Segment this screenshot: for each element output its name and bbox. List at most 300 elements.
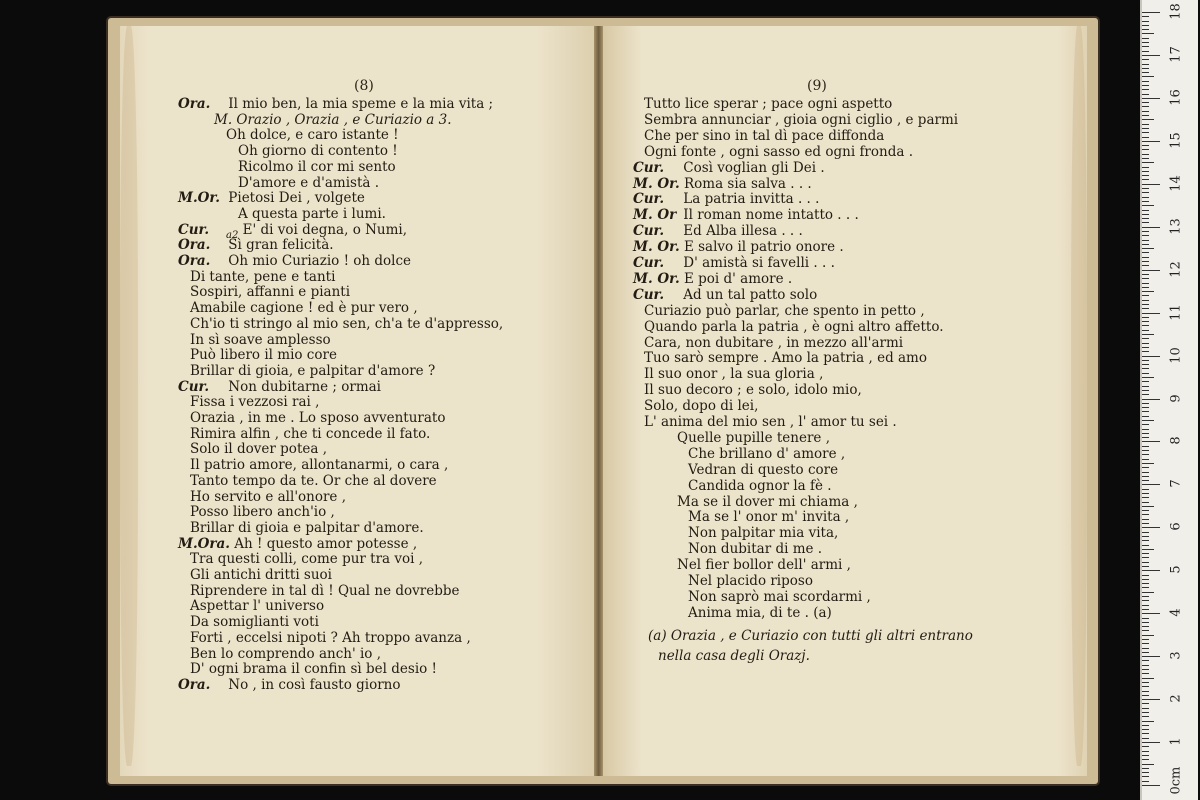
verse-text: Pietosi Dei , volgete: [224, 190, 365, 207]
ruler-tick: [1142, 738, 1149, 739]
speaker-name: Cur.: [178, 378, 210, 395]
speaker-name: M. Or.: [633, 175, 680, 192]
ruler-tick: [1142, 16, 1149, 17]
ruler-tick: [1142, 274, 1149, 275]
ruler-tick: [1142, 192, 1149, 193]
text-line: [633, 207, 859, 223]
duet-marker: a2: [226, 229, 239, 241]
text-line: [688, 589, 871, 605]
verse-text: E poi d' amore .: [679, 270, 793, 287]
verse-text: Brillar di gioia, e palpitar d'amore ?: [190, 362, 436, 379]
ruler-tick: [1142, 622, 1149, 623]
text-line: [190, 284, 350, 300]
ruler-tick: [1142, 218, 1149, 219]
ruler-tick: [1142, 660, 1149, 661]
verse-text: Ah ! questo amor potesse ,: [229, 535, 418, 552]
ruler-tick: [1142, 764, 1154, 765]
text-line: [688, 462, 838, 478]
ruler-tick: [1142, 338, 1149, 339]
ruler-tick: [1142, 12, 1160, 13]
ruler-tick: [1142, 527, 1160, 528]
ruler-number: 13: [1168, 217, 1184, 235]
speaker-name: M.Ora.: [178, 535, 230, 552]
ruler-tick: [1142, 42, 1149, 43]
ruler-number: 14: [1168, 175, 1184, 192]
ruler-tick: [1142, 759, 1149, 760]
ruler-tick: [1142, 725, 1149, 726]
verse-text: Riprendere in tal dì ! Qual ne dovrebbe: [190, 582, 460, 599]
ruler-tick: [1142, 557, 1149, 558]
ruler-tick: [1142, 562, 1149, 563]
verse-text: Ma se l' onor m' invita ,: [688, 509, 850, 526]
ruler-tick: [1142, 549, 1154, 550]
verse-text: A questa parte i lumi.: [238, 205, 386, 222]
ruler-tick: [1142, 429, 1149, 430]
text-line: [677, 430, 830, 446]
ruler-tick: [1142, 514, 1149, 515]
verse-text: Vedran di questo core: [688, 461, 839, 478]
ruler-number: 1: [1168, 737, 1184, 746]
text-line: [190, 614, 319, 630]
ruler-tick: [1142, 347, 1149, 348]
text-line: [688, 509, 849, 525]
ruler-tick: [1142, 210, 1149, 211]
verse-text: D' ogni brama il confin sì bel desio !: [190, 661, 437, 678]
verse-text: Gli antichi dritti suoi: [190, 567, 333, 583]
ruler-number: 9: [1168, 393, 1184, 403]
ruler-number: 6: [1168, 522, 1184, 531]
ruler-tick: [1142, 252, 1149, 253]
left-page: [120, 26, 595, 776]
ruler-tick: [1142, 459, 1149, 460]
ruler-tick: [1142, 686, 1149, 687]
ruler-tick: [1142, 639, 1149, 640]
ruler-tick: [1142, 433, 1149, 434]
verse-text: Ad un tal patto solo: [679, 286, 818, 303]
verse-text: Tra questi colli, come pur tra voi ,: [190, 551, 424, 568]
ruler-number: 2: [1168, 694, 1184, 703]
text-line: [190, 363, 435, 379]
ruler-tick: [1142, 51, 1149, 52]
ruler-tick: [1142, 403, 1149, 404]
ruler-tick: [1142, 583, 1149, 584]
ruler-tick: [1142, 553, 1149, 554]
ruler-tick: [1142, 540, 1149, 541]
ruler-tick: [1142, 596, 1149, 597]
verse-text: M. Orazio , Orazia , e Curiazio a 3.: [214, 111, 452, 128]
text-line: [633, 191, 819, 207]
verse-text: E' di voi degna, o Numi,: [238, 221, 408, 238]
verse-text: Amabile cagione ! ed è pur vero ,: [190, 300, 418, 317]
ruler-tick: [1142, 244, 1149, 245]
text-line: [644, 414, 897, 430]
ruler-tick: [1142, 536, 1149, 537]
ruler-tick: [1142, 55, 1160, 56]
verse-text: Oh dolce, e caro istante !: [226, 127, 399, 144]
verse-text: Ed Alba illesa . . .: [679, 223, 803, 240]
ruler-tick: [1142, 755, 1149, 756]
ruler-tick: [1142, 94, 1149, 95]
ruler-tick: [1142, 248, 1154, 249]
ruler-tick: [1142, 85, 1149, 86]
ruler-tick: [1142, 523, 1149, 524]
ruler-tick: [1142, 416, 1149, 417]
ruler-tick: [1142, 227, 1160, 228]
verse-text: Ogni fonte , ogni sasso ed ogni fronda .: [644, 143, 913, 160]
ruler-tick: [1142, 295, 1149, 296]
ruler-tick: [1142, 587, 1149, 588]
ruler-tick: [1142, 652, 1149, 653]
ruler-tick: [1142, 424, 1149, 425]
ruler-tick: [1142, 768, 1149, 769]
ruler-tick: [1142, 171, 1149, 172]
ruler-tick: [1142, 712, 1149, 713]
text-line: [190, 551, 423, 567]
ruler-tick: [1142, 308, 1149, 309]
text-line: [688, 605, 832, 621]
text-line: [190, 426, 430, 442]
book-gutter: [594, 26, 603, 776]
ruler-number: 17: [1168, 46, 1184, 63]
ruler-tick: [1142, 673, 1149, 674]
text-line: [238, 175, 379, 191]
ruler-tick: [1142, 407, 1149, 408]
text-line: [190, 332, 331, 348]
ruler-tick: [1142, 497, 1149, 498]
page-number-left: (8): [354, 78, 374, 94]
ruler-tick: [1142, 46, 1149, 47]
ruler-tick: [1142, 141, 1160, 142]
text-line: [633, 160, 825, 176]
ruler-tick: [1142, 772, 1149, 773]
verse-text: Cara, non dubitare , in mezzo all'armi: [644, 334, 904, 351]
text-line: [644, 144, 913, 160]
ruler-tick: [1142, 746, 1149, 747]
speaker-name: Cur.: [633, 159, 665, 176]
ruler-tick: [1142, 76, 1154, 77]
verse-text: Fissa i vezzosi rai ,: [190, 394, 320, 411]
text-line: [178, 237, 334, 253]
verse-text: Solo, dopo di lei,: [644, 398, 759, 415]
verse-text: Quelle pupille tenere ,: [677, 429, 831, 446]
ruler-tick: [1142, 128, 1149, 129]
ruler-number: 8: [1168, 436, 1184, 446]
ruler-tick: [1142, 351, 1149, 352]
verse-text: Nel placido riposo: [688, 573, 813, 589]
ruler-tick: [1142, 106, 1149, 107]
verse-text: Roma sia salva . . .: [679, 175, 812, 192]
speaker-name: Ora.: [178, 253, 211, 269]
verse-text: Ho servito e all'onore ,: [190, 488, 347, 505]
ruler-tick: [1142, 472, 1149, 473]
ruler-number: 11: [1168, 303, 1184, 321]
text-line: [644, 350, 927, 366]
ruler-tick: [1142, 72, 1149, 73]
ruler-tick: [1142, 635, 1154, 636]
text-line: [677, 494, 858, 510]
ruler-tick: [1142, 115, 1149, 116]
verse-text: Brillar di gioia e palpitar d'amore.: [190, 519, 424, 536]
ruler-tick: [1142, 265, 1149, 266]
ruler-tick: [1142, 343, 1149, 344]
ruler-number: 10: [1168, 346, 1184, 364]
ruler-tick: [1142, 377, 1154, 378]
ruler-tick: [1142, 665, 1149, 666]
ruler-tick: [1142, 68, 1149, 69]
ruler-tick: [1142, 313, 1160, 314]
text-line: [190, 630, 471, 646]
verse-text: Tuo sarò sempre . Amo la patria , ed amo: [644, 350, 927, 367]
ruler-tick: [1142, 124, 1149, 125]
verse-text: Ricolmo il cor mi sento: [238, 158, 396, 175]
ruler-tick: [1142, 89, 1149, 90]
verse-text: Ben lo comprendo anch' io ,: [190, 645, 381, 662]
ruler-number: 15: [1168, 132, 1184, 149]
text-line: [677, 557, 851, 573]
verse-text: Sembra annunciar , gioia ogni ciglio , e parmi: [644, 111, 959, 128]
ruler-tick: [1142, 484, 1160, 485]
verse-text: D'amore e d'amistà .: [238, 174, 380, 191]
ruler-tick: [1142, 703, 1149, 704]
verse-text: Solo il dover potea ,: [190, 441, 327, 458]
text-line: [633, 255, 835, 271]
text-line: [190, 504, 335, 520]
ruler-tick: [1142, 364, 1149, 365]
text-line: [190, 520, 424, 536]
ruler-tick: [1142, 519, 1149, 520]
text-line: [190, 598, 324, 614]
ruler-tick: [1142, 205, 1154, 206]
ruler-tick: [1142, 733, 1149, 734]
ruler-tick: [1142, 300, 1149, 301]
ruler-tick: [1142, 600, 1149, 601]
footnote-line-1: (a) Orazia , e Curiazio con tutti gli altri entrano: [648, 628, 973, 644]
ruler-tick: [1142, 399, 1160, 400]
ruler-number: 5: [1168, 565, 1184, 574]
text-line: [644, 112, 958, 128]
text-line: [178, 96, 493, 112]
ruler-tick: [1142, 64, 1149, 65]
speaker-name: Cur.: [633, 255, 665, 271]
verse-text: Quando parla la patria , è ogni altro affetto.: [644, 318, 944, 335]
ruler-number: 3: [1168, 651, 1184, 660]
ruler-tick: [1142, 669, 1149, 670]
verse-text: Non saprò mai scordarmi ,: [688, 588, 871, 605]
verse-text: No , in così fausto giorno: [224, 676, 401, 693]
ruler-tick: [1142, 29, 1149, 30]
text-line: [190, 441, 327, 457]
text-line: [644, 319, 944, 335]
verse-text: Non palpitar mia vita,: [688, 525, 839, 542]
ruler-tick: [1142, 579, 1149, 580]
ruler-tick: [1142, 446, 1149, 447]
ruler-tick: [1142, 678, 1154, 679]
verse-text: Aspettar l' universo: [190, 598, 325, 615]
ruler-tick: [1142, 450, 1149, 451]
ruler-tick: [1142, 729, 1149, 730]
verse-text: Nel fier bollor dell' armi ,: [677, 557, 851, 574]
speaker-name: M.Or.: [178, 190, 220, 207]
ruler-tick: [1142, 197, 1149, 198]
verse-text: Il suo decoro ; e solo, idolo mio,: [644, 382, 862, 399]
verse-text: In sì soave amplesso: [190, 331, 331, 348]
ruler-tick: [1142, 59, 1149, 60]
speaker-name: M. Or.: [633, 270, 680, 287]
ruler-tick: [1142, 304, 1149, 305]
ruler-tick: [1142, 38, 1149, 39]
ruler-tick: [1142, 506, 1154, 507]
text-line: [238, 206, 386, 222]
verse-text: Curiazio può parlar, che spento in petto ,: [644, 302, 925, 319]
ruler-tick: [1142, 454, 1149, 455]
ruler-tick: [1142, 158, 1149, 159]
ruler-tick: [1142, 781, 1149, 782]
text-line: [190, 473, 437, 489]
ruler-tick: [1142, 545, 1149, 546]
text-line: [178, 190, 365, 206]
verse-text: Di tante, pene e tanti: [190, 268, 336, 285]
ruler-tick: [1142, 643, 1149, 644]
verse-text: Il suo onor , la sua gloria ,: [644, 366, 824, 383]
text-line: [644, 303, 925, 319]
ruler-tick: [1142, 532, 1149, 533]
ruler-tick: [1142, 489, 1149, 490]
verse-text: Il patrio amore, allontanarmi, o cara ,: [190, 457, 449, 474]
verse-text: Così voglian gli Dei .: [679, 159, 825, 176]
ruler-tick: [1142, 411, 1149, 412]
ruler-number: 12: [1168, 260, 1184, 278]
ruler-tick: [1142, 231, 1149, 232]
ruler-tick: [1142, 257, 1149, 258]
verse-text: Oh giorno di contento !: [238, 143, 398, 160]
ruler-tick: [1142, 132, 1149, 133]
verse-text: Posso libero anch'io ,: [190, 504, 335, 521]
ruler-tick: [1142, 137, 1149, 138]
ruler-tick: [1142, 179, 1149, 180]
text-line: [190, 269, 335, 285]
ruler-number: 7: [1168, 479, 1184, 489]
ruler-tick: [1142, 162, 1154, 163]
ruler-tick: [1142, 167, 1149, 168]
text-line: [190, 489, 346, 505]
ruler-tick: [1142, 291, 1154, 292]
verse-text: Ch'io ti stringo al mio sen, ch'a te d'appresso,: [190, 315, 504, 332]
verse-text: Il mio ben, la mia speme e la mia vita ;: [224, 96, 494, 112]
text-line: [644, 335, 903, 351]
ruler-tick: [1142, 81, 1149, 82]
ruler-tick: [1142, 390, 1149, 391]
ruler-tick: [1142, 502, 1149, 503]
verse-text: Non dubitarne ; ormai: [224, 378, 382, 395]
ruler-tick: [1142, 261, 1149, 262]
text-line: [178, 677, 401, 693]
ruler-tick: [1142, 463, 1154, 464]
verse-text: La patria invitta . . .: [679, 191, 820, 208]
ruler-tick: [1142, 188, 1149, 189]
ruler-tick: [1142, 570, 1160, 571]
ruler-tick: [1142, 592, 1154, 593]
ruler-tick: [1142, 605, 1149, 606]
ruler-tick: [1142, 691, 1149, 692]
verse-text: Non dubitar di me .: [688, 541, 823, 558]
ruler-tick: [1142, 373, 1149, 374]
text-line: [178, 536, 417, 552]
text-line: [178, 253, 411, 269]
ruler-tick: [1142, 626, 1149, 627]
text-line: [238, 159, 396, 175]
ruler-tick: [1142, 381, 1149, 382]
ruler-tick: [1142, 240, 1149, 241]
ruler-tick: [1142, 201, 1149, 202]
open-book: [108, 18, 1098, 784]
verse-text: Tutto lice sperar ; pace ogni aspetto: [644, 96, 893, 112]
verse-text: Da somiglianti voti: [190, 614, 319, 631]
ruler-tick: [1142, 609, 1149, 610]
speaker-name: Cur.: [178, 221, 210, 238]
verse-text: Orazia , in me . Lo sposo avventurato: [190, 410, 446, 426]
verse-text: Che brillano d' amore ,: [688, 445, 846, 462]
ruler-tick: [1142, 356, 1160, 357]
speaker-name: Cur.: [633, 191, 665, 208]
ruler-tick: [1142, 98, 1160, 99]
ruler-number: 18: [1168, 3, 1184, 20]
ruler-tick: [1142, 566, 1149, 567]
text-line: [190, 646, 381, 662]
ruler-tick: [1142, 154, 1149, 155]
text-line: [644, 96, 892, 112]
verse-text: L' anima del mio sen , l' amor tu sei .: [644, 414, 897, 430]
ruler-tick: [1142, 21, 1149, 22]
ruler-tick: [1142, 695, 1149, 696]
ruler-tick: [1142, 510, 1149, 511]
verse-text: Tanto tempo da te. Or che al dovere: [190, 472, 437, 489]
verse-text: Ma se il dover mi chiama ,: [677, 493, 858, 510]
ruler-tick: [1142, 270, 1160, 271]
ruler-number: 0cm: [1168, 766, 1184, 795]
left-text-block: [120, 26, 594, 776]
verse-text: Rimira alfin , che ti concede il fato.: [190, 425, 431, 442]
ruler-number: 4: [1168, 608, 1184, 617]
right-page: [603, 26, 1087, 776]
ruler-tick: [1142, 145, 1149, 146]
ruler-tick: [1142, 656, 1160, 657]
text-line: [688, 541, 822, 557]
verse-text: Il roman nome intatto . . .: [679, 207, 859, 224]
ruler-tick: [1142, 441, 1160, 442]
speaker-name: Ora.: [178, 96, 211, 112]
ruler-tick: [1142, 278, 1149, 279]
text-line: [644, 366, 823, 382]
text-line: [190, 410, 445, 426]
text-line: [644, 128, 884, 144]
speaker-name: Cur.: [633, 286, 665, 303]
verse-text: Candida ognor la fè .: [688, 477, 832, 494]
text-line: [688, 573, 813, 589]
ruler-tick: [1142, 613, 1160, 614]
ruler-tick: [1142, 321, 1149, 322]
ruler-tick: [1142, 394, 1149, 395]
verse-text: Sì gran felicità.: [224, 237, 334, 254]
text-line: [688, 446, 845, 462]
speaker-name: M. Or: [633, 207, 677, 224]
ruler-tick: [1142, 175, 1149, 176]
ruler-number: 16: [1168, 89, 1184, 106]
ruler-tick: [1142, 776, 1149, 777]
ruler-tick: [1142, 235, 1149, 236]
ruler-tick: [1142, 467, 1149, 468]
text-line: [238, 143, 398, 159]
text-line: [190, 316, 503, 332]
